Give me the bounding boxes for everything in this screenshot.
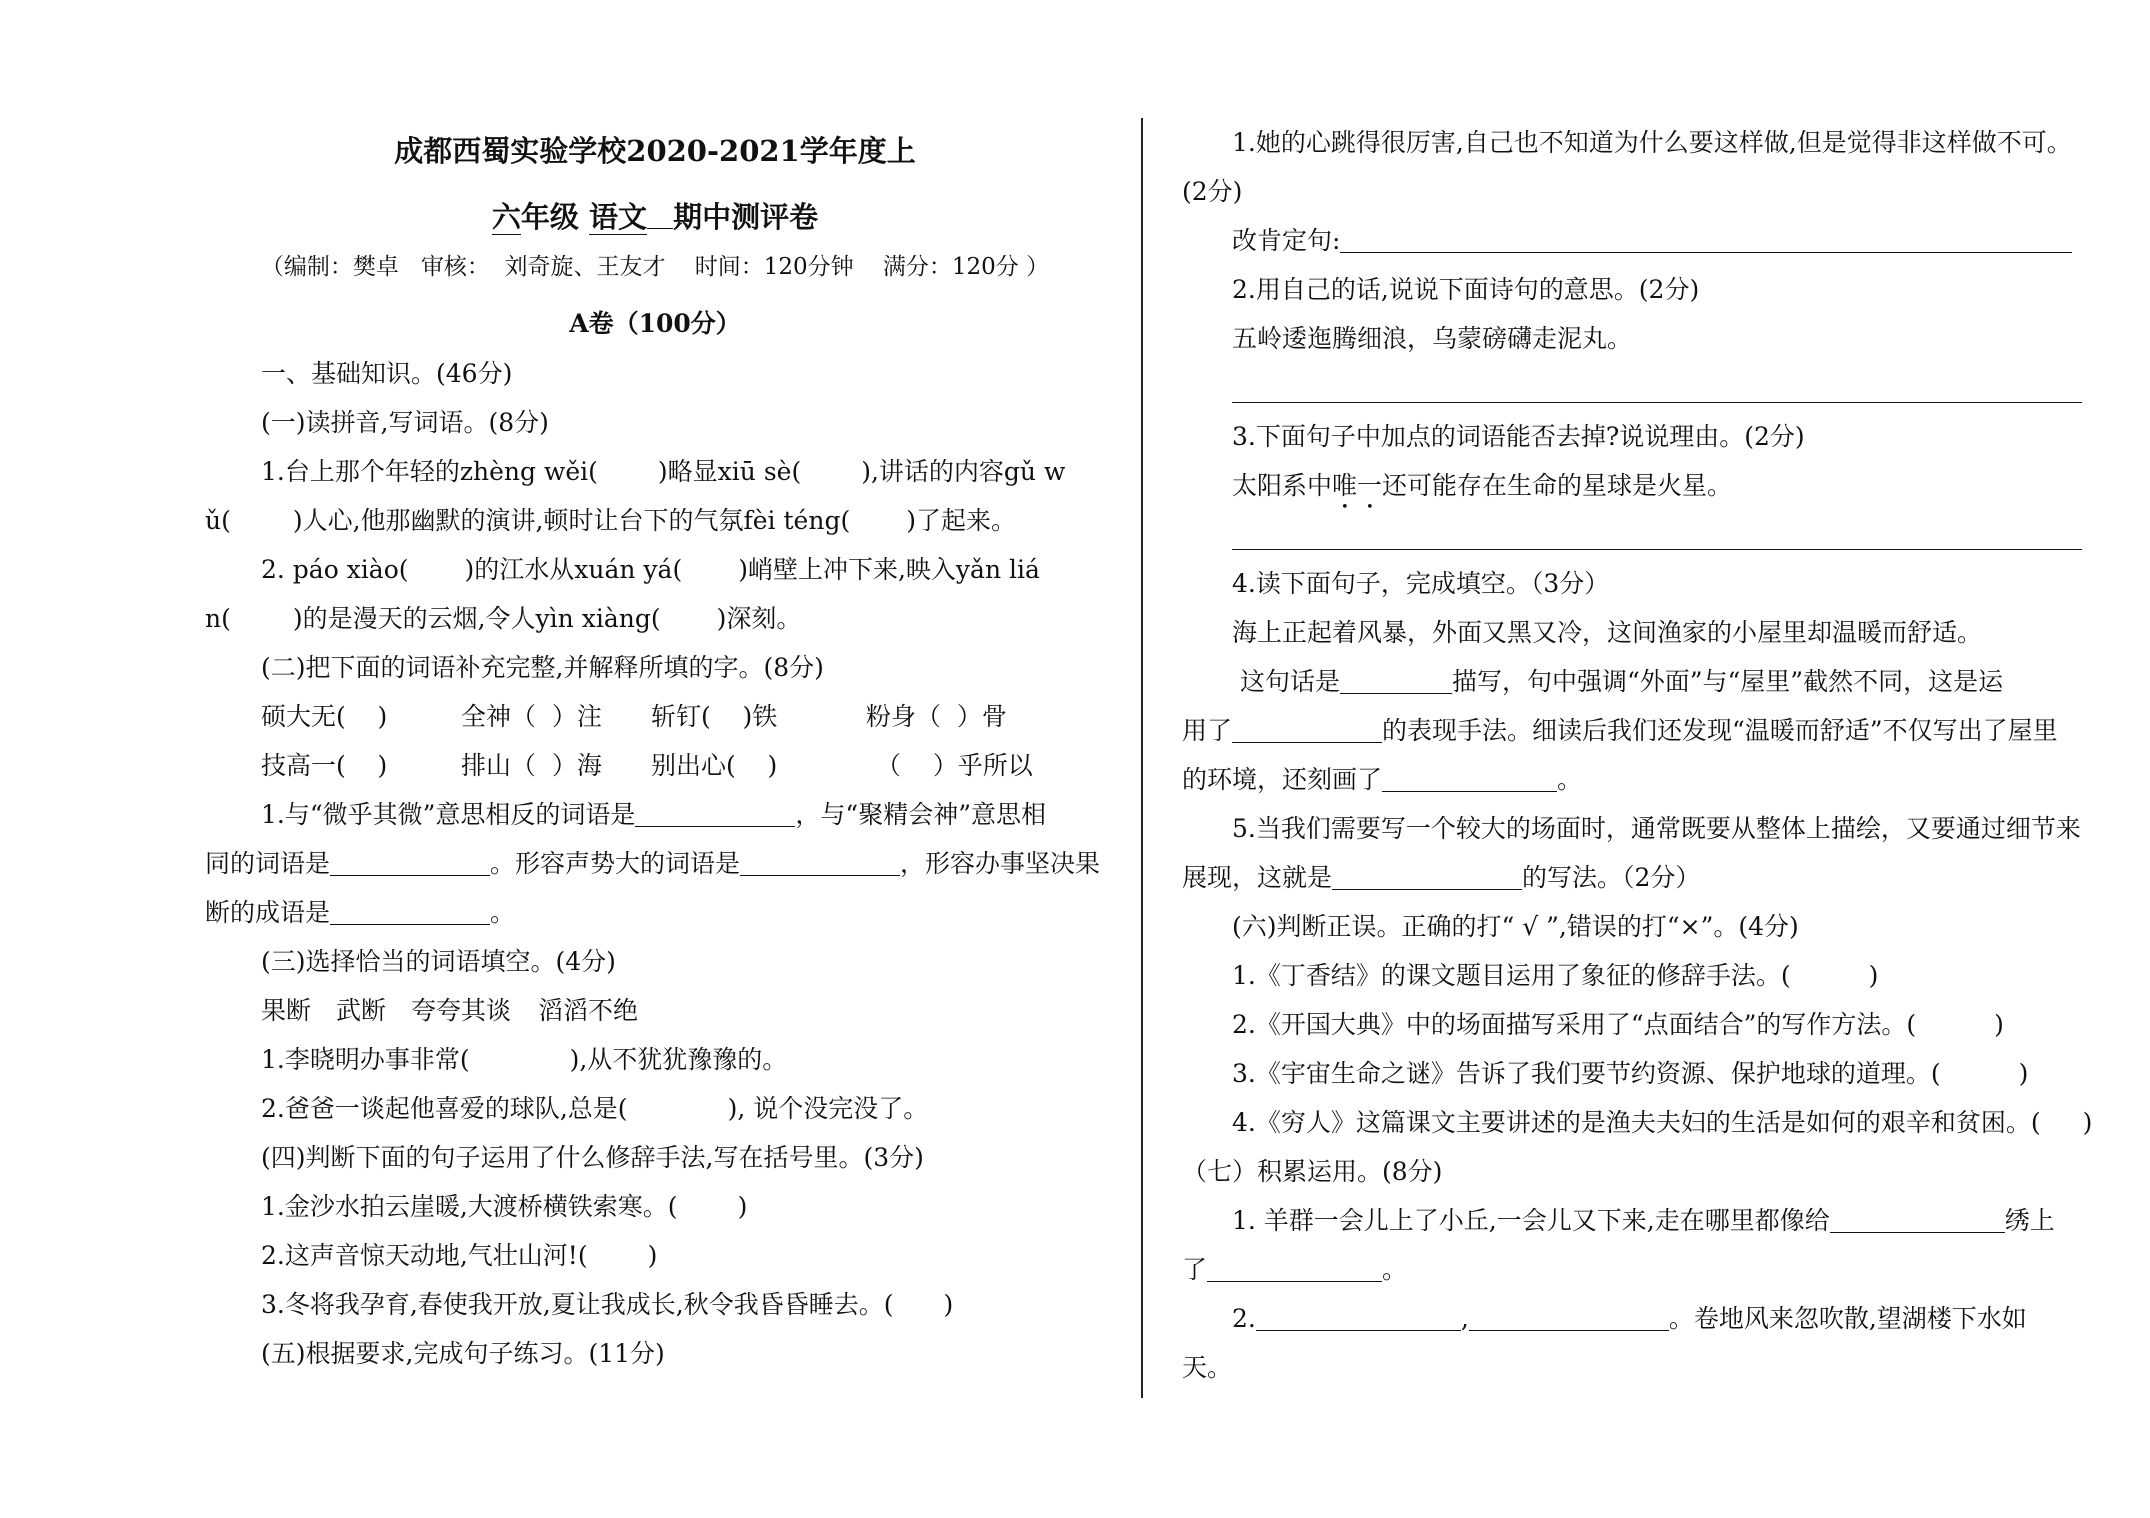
text: ), 说个没完没了。 <box>727 1094 929 1123</box>
text: 绣上 <box>2004 1206 2055 1235</box>
true-false-2 <box>1232 1008 2004 1042</box>
word-choice: 滔滔不绝 <box>538 996 639 1025</box>
text: ) <box>2082 1108 2093 1137</box>
basic-knowledge-heading: 一、基础知识。(46分) <box>261 359 513 388</box>
emphasized-word: 唯一 <box>1332 471 1383 500</box>
word-choice-question-2 <box>261 1092 928 1126</box>
answer-blank[interactable] <box>740 851 900 876</box>
text: )了起来。 <box>906 506 1016 535</box>
text: ǔ( <box>205 506 231 535</box>
text: 的表现手法。细读后我们还发现“温暖而舒适”不仅写出了屋里 <box>1382 716 2058 745</box>
text: 这句话是 <box>1232 667 1340 696</box>
text: 断的成语是 <box>205 898 331 927</box>
text: )的江水从xuán yá( <box>464 555 683 584</box>
idiom-question-1-line3 <box>205 896 515 930</box>
pinyin-question-2-line2 <box>205 602 801 636</box>
accumulation-heading: （七）积累运用。(8分) <box>1182 1157 1443 1186</box>
text: ) <box>737 1192 748 1221</box>
idiom-question-1-line2 <box>205 847 1100 881</box>
exam-subtitle <box>205 200 1105 234</box>
text: 。 <box>1557 765 1583 794</box>
answer-line[interactable] <box>1232 402 2082 403</box>
word-choices <box>261 994 638 1028</box>
answer-blank[interactable] <box>1469 1306 1669 1331</box>
text: , <box>1460 1304 1469 1333</box>
idiom-question-1-line1 <box>261 798 1046 832</box>
text: )略显xiū sè( <box>657 457 802 486</box>
idioms-row-1 <box>261 700 1007 734</box>
word-choice: 武断 <box>336 996 387 1025</box>
answer-line[interactable] <box>1232 549 2082 550</box>
pinyin-section-heading: (一)读拼音,写词语。(8分) <box>261 408 549 437</box>
section-a-heading: A卷（100分） <box>569 309 741 338</box>
text: 的环境，还刻画了 <box>1182 765 1383 794</box>
text: 用了 <box>1182 716 1233 745</box>
idiom-item[interactable]: 别出心( ) <box>651 751 778 780</box>
reading-fill-line3 <box>1182 763 1582 797</box>
text: )人心,他那幽默的演讲,顿时让台下的气氛fèi téng( <box>292 506 851 535</box>
true-false-4 <box>1232 1106 2092 1140</box>
text: 。形容声势大的词语是 <box>490 849 741 878</box>
answer-line[interactable] <box>1340 228 2072 253</box>
true-false-3 <box>1232 1057 2028 1091</box>
word-choice: 果断 <box>261 996 312 1025</box>
word-choice: 夸夸其谈 <box>411 996 512 1025</box>
text: n( <box>205 604 231 633</box>
answer-blank[interactable] <box>635 802 795 827</box>
reading-fill-line2 <box>1182 714 2058 748</box>
text: 1.李晓明办事非常( <box>261 1045 470 1074</box>
scene-question-line1: 5.当我们需要写一个较大的场面时，通常既要从整体上描绘，又要通过细节来 <box>1232 814 2081 843</box>
answer-blank[interactable] <box>1232 718 1382 743</box>
text: 3.冬将我孕育,春使我开放,夏让我成长,秋令我昏昏睡去。( <box>261 1290 894 1319</box>
text: 同的词语是 <box>205 849 331 878</box>
text: 1.台上那个年轻的zhèng wěi( <box>261 457 598 486</box>
text: 的写法。（2分） <box>1522 863 1701 892</box>
text: 2.《开国大典》中的场面描写采用了“点面结合”的写作方法。( <box>1232 1010 1917 1039</box>
text: 。 <box>490 898 516 927</box>
pinyin-question-2-line1 <box>261 553 1040 587</box>
text: ) <box>2018 1059 2029 1088</box>
text: 1.金沙水拍云崖暖,大渡桥横铁索寒。( <box>261 1192 678 1221</box>
text: 改肯定句: <box>1232 226 1341 255</box>
rhetoric-question-3 <box>261 1288 953 1322</box>
dotted-word-sentence <box>1232 469 1732 515</box>
text: )峭壁上冲下来,映入yǎn liá <box>738 555 1040 584</box>
rhetoric-section-heading: (四)判断下面的句子运用了什么修辞手法,写在括号里。(3分) <box>261 1143 924 1172</box>
text: 1. 羊群一会儿上了小丘,一会儿又下来,走在哪里都像给 <box>1232 1206 1830 1235</box>
exam-meta: （编制：樊卓 审核： 刘奇旋、王友才 时间：120分钟 满分：120分 ） <box>260 254 1050 280</box>
reading-question: 4.读下面句子，完成填空。（3分） <box>1232 569 1610 598</box>
rhetoric-question-2 <box>261 1239 657 1273</box>
text: ) <box>943 1290 954 1319</box>
text: 3.《宇宙生命之谜》告诉了我们要节约资源、保护地球的道理。( <box>1232 1059 1941 1088</box>
idiom-item[interactable]: 斩钉( )铁 <box>651 702 778 731</box>
sentence-section-heading: (五)根据要求,完成句子练习。(11分) <box>261 1339 665 1368</box>
idiom-item[interactable]: 技高一( ) <box>261 751 388 780</box>
answer-blank[interactable] <box>330 851 490 876</box>
accumulation-question-2-line2: 天。 <box>1182 1353 1233 1382</box>
text: 2. <box>1232 1304 1256 1333</box>
scene-question-line2 <box>1182 861 1700 895</box>
exam-school-title: 成都西蜀实验学校2020-2021学年度上 <box>394 134 916 168</box>
dotted-word-question: 3.下面句子中加点的词语能否去掉?说说理由。(2分) <box>1232 422 1805 451</box>
sentence-question-1-score: (2分) <box>1182 177 1243 206</box>
affirmative-prompt <box>1232 224 2072 258</box>
pinyin-question-1-line1 <box>261 455 1065 489</box>
text: 2.爸爸一谈起他喜爱的球队,总是( <box>261 1094 628 1123</box>
sentence-question-1: 1.她的心跳得很厉害,自己也不知道为什么要这样做,但是觉得非这样做不可。 <box>1232 128 2072 157</box>
text: ) <box>1994 1010 2004 1039</box>
subject-underline-tail <box>647 200 673 229</box>
text: 2. páo xiào( <box>261 555 409 584</box>
idiom-section-heading: (二)把下面的词语补充完整,并解释所填的字。(8分) <box>261 653 824 682</box>
reading-fill-line1 <box>1232 665 2003 699</box>
subject-value: 语文 <box>589 200 648 234</box>
grade-value: 六 <box>491 200 521 234</box>
answer-blank[interactable] <box>1332 865 1522 890</box>
text: 4.《穷人》这篇课文主要讲述的是渔夫夫妇的生活是如何的艰辛和贫困。( <box>1232 1108 2041 1137</box>
text: 太阳系中 <box>1232 471 1333 500</box>
exam-name: 期中测评卷 <box>673 200 819 234</box>
poem-line: 五岭逶迤腾细浪，乌蒙磅礴走泥丸。 <box>1232 324 1633 353</box>
text: ，与“聚精会神”意思相 <box>795 800 1046 829</box>
text: ),从不犹犹豫豫的。 <box>569 1045 788 1074</box>
idiom-item[interactable]: （ ）乎所以 <box>876 751 1033 780</box>
text: ),讲话的内容gǔ w <box>861 457 1066 486</box>
rhetoric-question-1 <box>261 1190 747 1224</box>
idiom-item[interactable]: 硕大无( ) <box>261 702 388 731</box>
answer-blank[interactable] <box>330 900 490 925</box>
idiom-item[interactable]: 排山（ ）海 <box>461 751 602 780</box>
accumulation-question-2-line1 <box>1232 1302 2027 1336</box>
text: 1.与“微乎其微”意思相反的词语是 <box>261 800 636 829</box>
text: ，形容办事坚决果 <box>900 849 1101 878</box>
word-choice-question-1 <box>261 1043 787 1077</box>
reading-sentence: 海上正起着风暴，外面又黑又冷，这间渔家的小屋里却温暖而舒适。 <box>1232 618 1983 647</box>
text: 还可能存在生命的星球是火星。 <box>1382 471 1733 500</box>
true-false-1 <box>1232 959 1878 993</box>
text: 1.《丁香结》的课文题目运用了象征的修辞手法。( <box>1232 961 1791 990</box>
text: 展现，这就是 <box>1182 863 1333 892</box>
grade-suffix: 年级 <box>520 200 579 234</box>
true-false-heading: (六)判断正误。正确的打“ √ ”,错误的打“×”。(4分) <box>1232 912 1799 941</box>
answer-blank[interactable] <box>1830 1208 2005 1233</box>
text: 2.这声音惊天动地,气壮山河!( <box>261 1241 588 1270</box>
pinyin-question-1-line2 <box>205 504 1016 538</box>
answer-blank[interactable] <box>1256 1306 1461 1331</box>
text: )深刻。 <box>716 604 802 633</box>
text: ) <box>1868 961 1879 990</box>
poem-question: 2.用自己的话,说说下面诗句的意思。(2分) <box>1232 275 1700 304</box>
answer-blank[interactable] <box>1340 669 1452 694</box>
accumulation-question-1-line2 <box>1182 1253 1407 1287</box>
text: 。 <box>1382 1255 1408 1284</box>
accumulation-question-1-line1 <box>1232 1204 2055 1238</box>
answer-blank[interactable] <box>1382 767 1557 792</box>
text: ) <box>647 1241 658 1270</box>
idiom-item[interactable]: 粉身（ ）骨 <box>866 702 1007 731</box>
answer-blank[interactable] <box>1207 1257 1382 1282</box>
text: 描写，句中强调“外面”与“屋里”截然不同，这是运 <box>1451 667 2004 696</box>
word-choice-heading: (三)选择恰当的词语填空。(4分) <box>261 947 616 976</box>
idioms-row-2 <box>261 749 1033 783</box>
text: 了 <box>1182 1255 1208 1284</box>
text: 。卷地风来忽吹散,望湖楼下水如 <box>1668 1304 2027 1333</box>
column-divider <box>1141 118 1143 1398</box>
idiom-item[interactable]: 全神（ ）注 <box>461 702 602 731</box>
text: )的是漫天的云烟,令人yìn xiàng( <box>292 604 661 633</box>
